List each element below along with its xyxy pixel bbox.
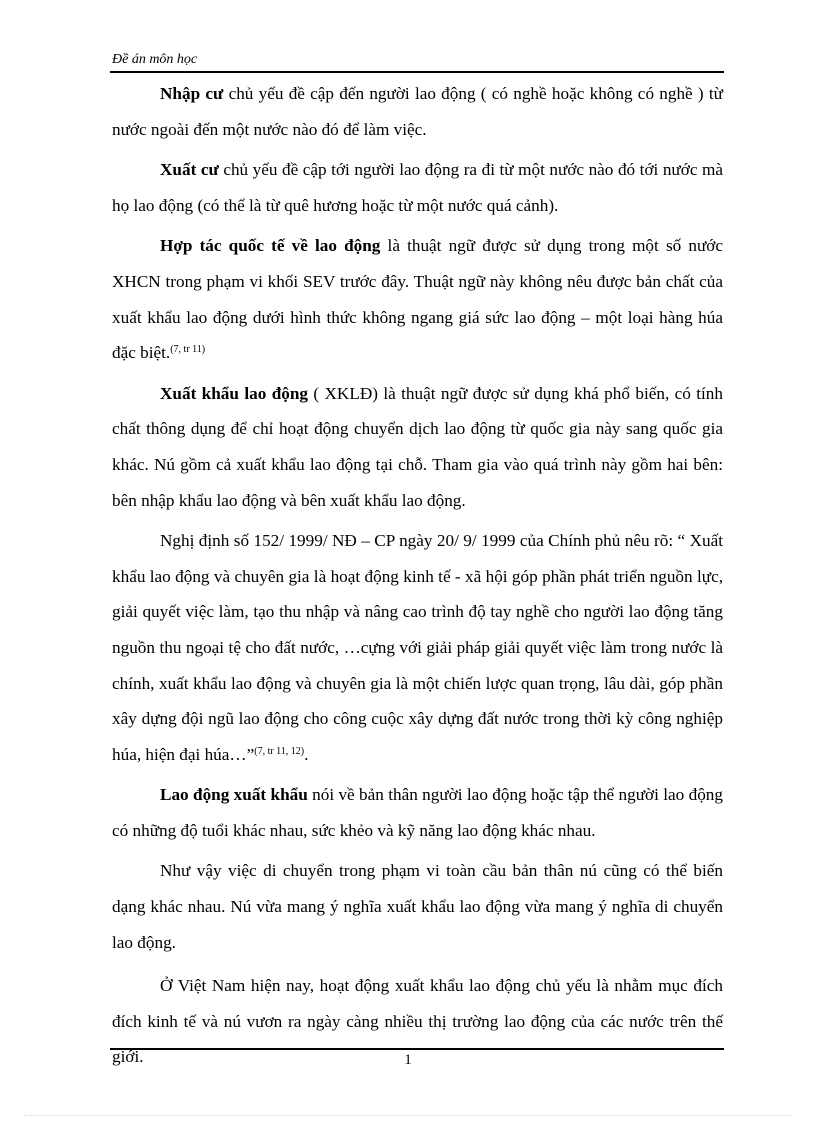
page-number: 1 (404, 1052, 412, 1068)
paragraph-hop-tac (112, 228, 723, 370)
paragraph-text: Ở Việt Nam hiện nay, hoạt động xuất khẩu lao động chủ yếu là nhằm mục đích đích kinh tế và nú vươn ra ngày càng nhiều thị trường lao động của các nước trên thế giới. (112, 976, 723, 1067)
paragraph-text: Nghị định số 152/ 1999/ NĐ – CP ngày 20/ 9/ 1999 của Chính phủ nêu rõ: “ Xuất khẩu lao động và chuyên gia là hoạt động kinh tế - xã hội góp phần phát triển nguồn lực, giải quyết việc làm, tạo thu nhập và nâng cao trình độ tay nghề cho người lao động tăng nguồn thu ngoại tệ cho đất nước, …cựng với giải pháp giải quyết việc làm trong nước là chính, xuất khẩu lao động và chuyên gia là một chiến lược quan trọng, lâu dài, góp phần xây dựng đội ngũ lao động cho công cuộc xây dựng đất nước trong thời kỳ công nghiệp húa, hiện đại húa…” (112, 531, 723, 764)
term-xkld: Xuất khẩu lao động (160, 383, 308, 403)
footer-rule (110, 1048, 724, 1050)
term-hop-tac: Hợp tác quốc tế về lao động (160, 236, 381, 256)
citation: (7, tr 11) (170, 344, 206, 356)
paragraph-text: Như vậy việc di chuyển trong phạm vi toàn cầu bản thân nú cũng có thể biến dạng khác nhau. Nú vừa mang ý nghĩa xuất khẩu lao động vừa mang ý nghĩa di chuyển lao động. (112, 861, 723, 952)
header-rule (110, 71, 724, 73)
paragraph-nghi-dinh (112, 523, 723, 772)
paragraph-xkld (112, 376, 723, 518)
paragraph-nhap-cu (112, 76, 723, 147)
paragraph-di-chuyen (112, 853, 723, 960)
paragraph-text: là thuật ngữ được sử dụng trong một số nước XHCN trong phạm vi khối SEV trước đây. Thuật ngữ này không nêu được bản chất của xuất khẩu lao động dưới hình thức không ngang giá sức lao động – một loại hàng húa đặc biệt. (112, 236, 723, 363)
term-xuat-cu: Xuất cư (160, 160, 219, 180)
header-title: Đề án môn học (112, 52, 198, 67)
paragraph-text: chủ yếu đề cập đến người lao động ( có nghề hoặc không có nghề ) từ nước ngoài đến một nước nào đó để làm việc. (112, 84, 723, 139)
term-ldxk: Lao động xuất khẩu (160, 785, 308, 805)
paragraph-end: . (304, 744, 309, 764)
citation: (7, tr 11, 12) (254, 745, 305, 757)
paragraph-text: ( XKLĐ) là thuật ngữ được sử dụng khá phổ biến, có tính chất thông dụng để chỉ hoạt động chuyển dịch lao động từ quốc gia này sang quốc gia khác. Nú gồm cả xuất khẩu lao động tại chỗ. Tham gia vào quá trình này gồm hai bên: bên nhập khẩu lao động và bên xuất khẩu lao động. (112, 383, 723, 510)
paragraph-text: nói về bản thân người lao động hoặc tập thể người lao động có những độ tuổi khác nhau, sức khẻo và kỹ năng lao động khác nhau. (112, 785, 723, 840)
page-border (24, 1115, 792, 1116)
term-nhap-cu: Nhập cư (160, 84, 224, 103)
paragraph-xuat-cu (112, 152, 723, 223)
paragraph-text: chủ yếu đề cập tới người lao động ra đi từ một nước nào đó tới nước mà họ lao động (có thể là từ quê hương hoặc từ một nước quá cảnh). (112, 160, 724, 215)
paragraph-ldxk (112, 777, 723, 848)
body-text (112, 76, 723, 1080)
